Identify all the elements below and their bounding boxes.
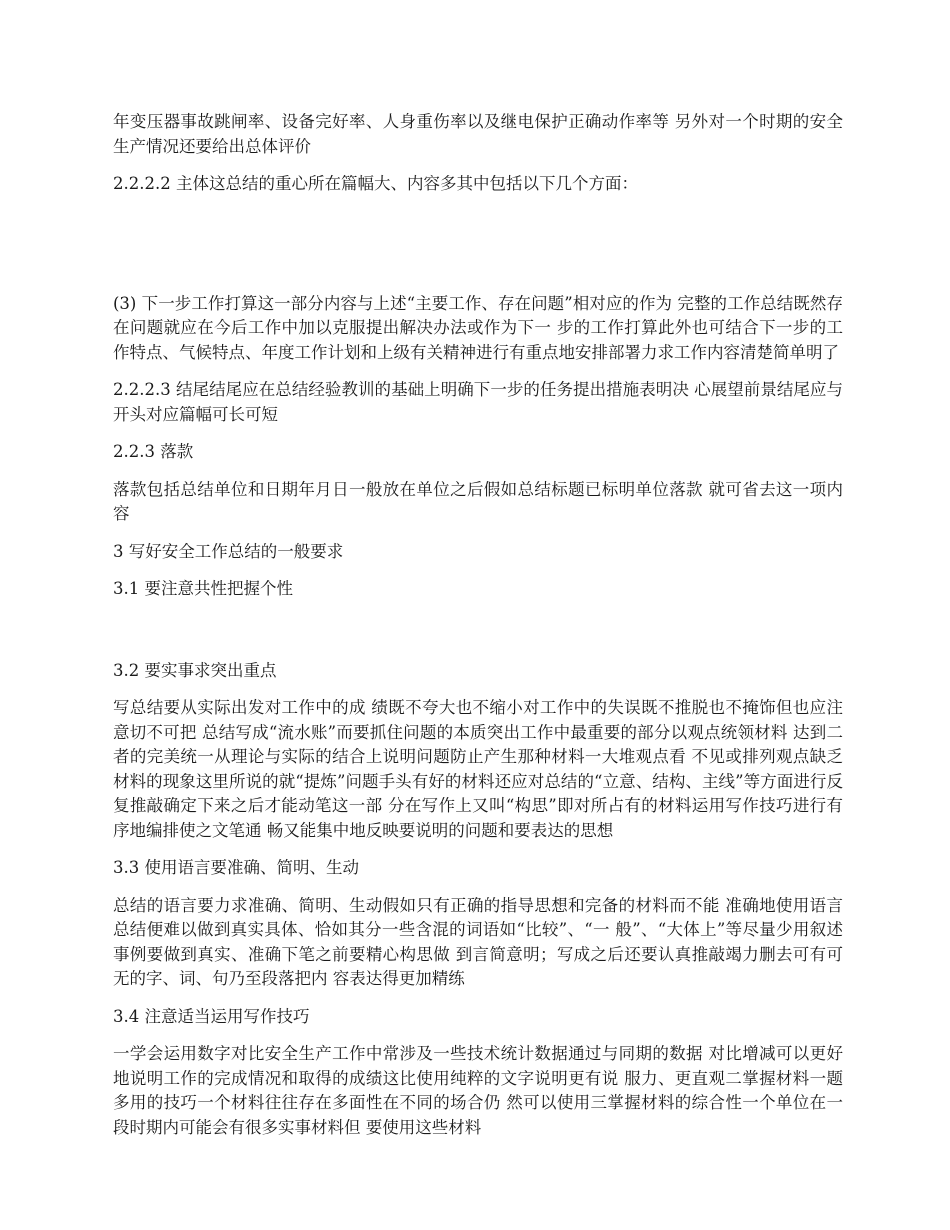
heading-3: 3 写好安全工作总结的一般要求 [113,541,344,561]
paragraph-writing-skills: 一学会运用数字对比安全生产工作中常涉及一些技术统计数据通过与同期的数据 对比增减可以更好地说明工作的完成情况和取得的成绩这比使用纯粹的文字说明更有说 服力、更直观二掌握材料一题多用的技巧一个材料往往存在多面性在不同的场合仍 然可以使用三掌握材料的综合性一个单位在一段时期内可能会有很多实事材料但 要使用这些材料 [113,1044,843,1137]
heading-3-1: 3.1 要注意共性把握个性 [113,579,293,598]
heading-3-3: 3.3 使用语言要准确、简明、生动 [113,858,359,877]
heading-2-2-2-2: 2.2.2.2 主体这总结的重心所在篇幅大、内容多其中包括以下几个方面： [113,174,638,193]
paragraph-safety-indicators: 年变压器事故跳闸率、设备完好率、人身重伤率以及继电保护正确动作率等 另外对一个时期的安全生产情况还要给出总体评价 [113,112,843,156]
paragraph-next-step-plan: (3) 下一步工作打算这一部分内容与上述“主要工作、存在问题”相对应的作为 完整的工作总结既然存在问题就应在今后工作中加以克服提出解决办法或作为下一 步的工作打算此外也可结合下一步的工作特点、气候特点、年度工作计划和上级有关精神进行有重点地安排部署力求工作内容清楚简单明了 [113,293,843,362]
heading-2-2-3: 2.2.3 落款 [113,442,194,461]
paragraph-focus: 写总结要从实际出发对工作中的成 绩既不夸大也不缩小对工作中的失误既不推脱也不掩饰但也应注意切不可把 总结写成“流水账”而要抓住问题的本质突出工作中最重要的部分以观点统领材料 达到二者的完美统一从理论与实际的结合上说明问题防止产生那种材料一大堆观点看 不见或排列观点缺乏材料的现象这里所说的就“提炼”问题手头有好的材料还应对总结的“立意、结构、主线”等方面进行反复推敲确定下来之后才能动笔这一部 分在写作上又叫“构思”即对所占有的材料运用写作技巧进行有序地编排使之文笔通 畅又能集中地反映要说明的问题和要表达的思想 [113,698,843,840]
heading-3-2: 3.2 要实事求突出重点 [113,660,277,680]
blank-space [113,210,843,292]
blank-space [113,615,843,659]
paragraph-language: 总结的语言要力求准确、简明、生动假如只有正确的指导思想和完备的材料而不能 准确地使用语言总结便难以做到真实具体、恰如其分一些含混的词语如“比较”、“一 般”、“大体上”等尽量少用叙述事例要做到真实、准确下笔之前要精心构思做 到言简意明；写成之后还要认真推敲竭力删去可有可无的字、词、句乃至段落把内 容表达得更加精练 [113,895,843,988]
paragraph-signature: 落款包括总结单位和日期年月日一般放在单位之后假如总结标题已标明单位落款 就可省去这一项内容 [113,479,843,523]
heading-3-4: 3.4 注意适当运用写作技巧 [113,1006,310,1026]
paragraph-2-2-2-3-ending: 2.2.2.3 结尾结尾应在总结经验教训的基础上明确下一步的任务提出措施表明决 心展望前景结尾应与开头对应篇幅可长可短 [113,380,843,424]
document-page [113,110,843,1153]
